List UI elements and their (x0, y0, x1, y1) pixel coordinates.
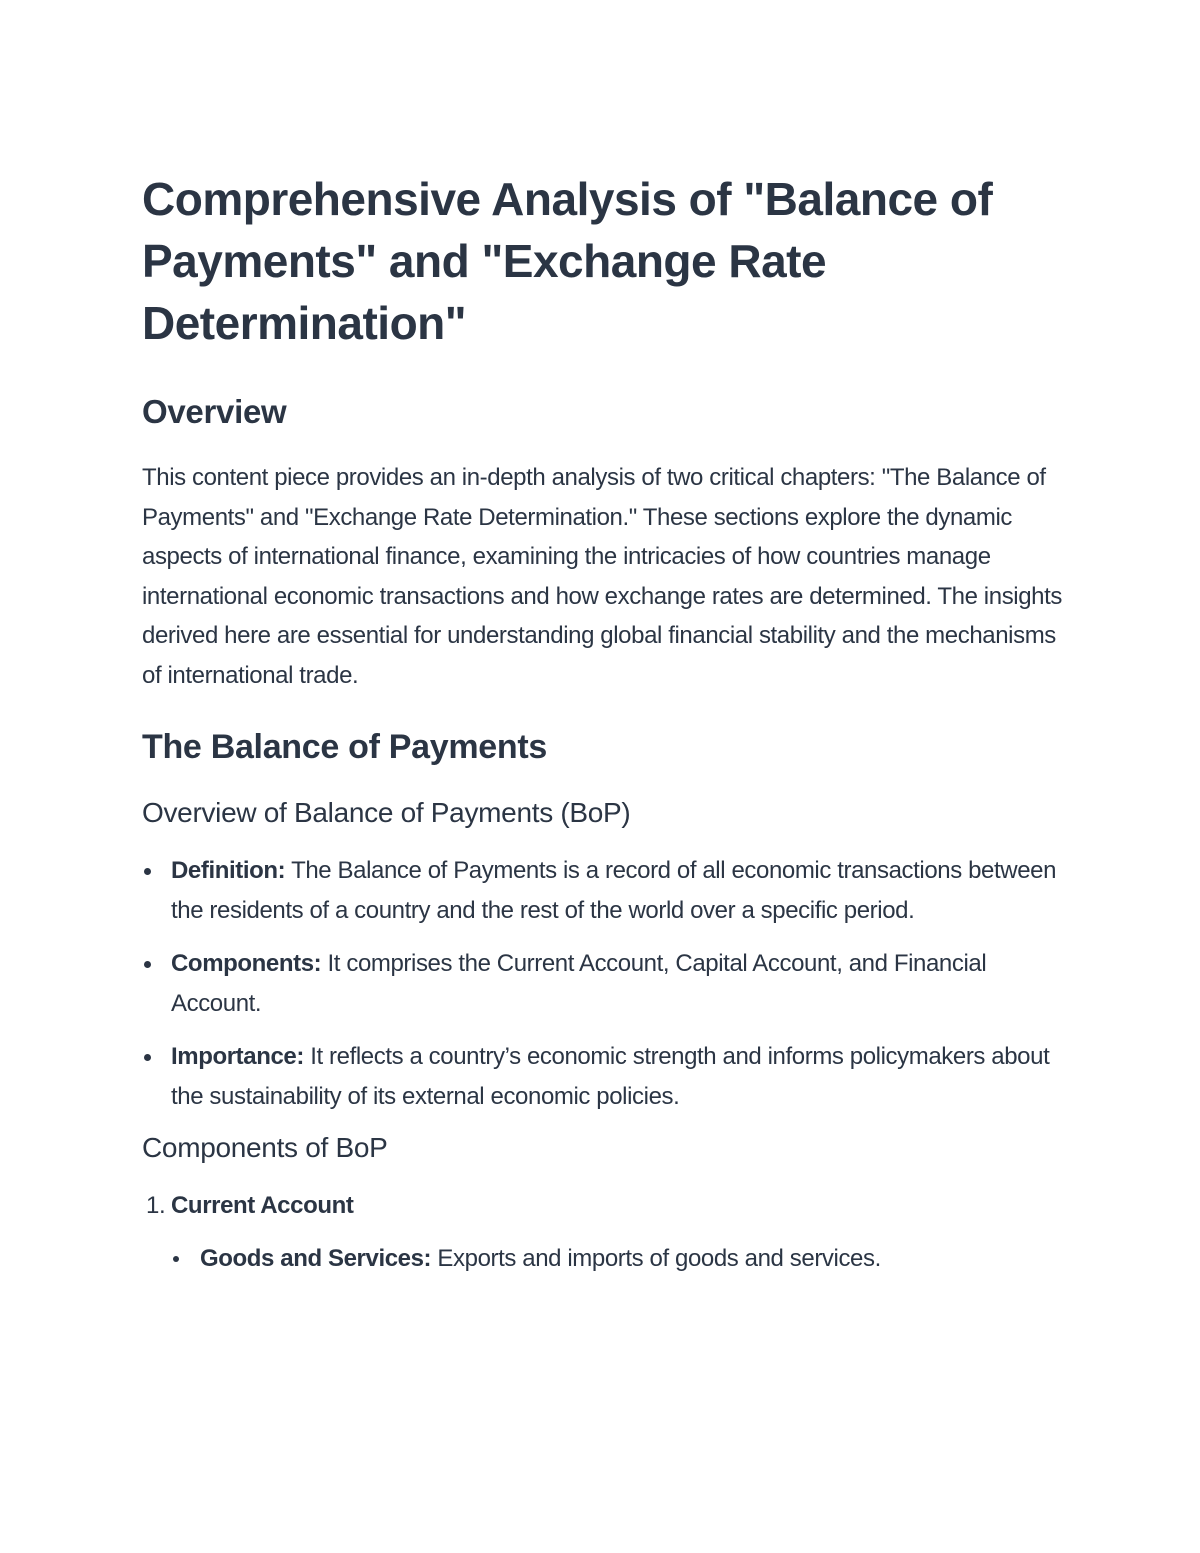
bop-heading: The Balance of Payments (142, 728, 548, 766)
list-item (142, 944, 1062, 1024)
bullet-icon (173, 1256, 179, 1262)
bop-components-subheading: Components of BoP (142, 1132, 388, 1163)
list-item (142, 1037, 1062, 1117)
overview-heading: Overview (142, 393, 287, 430)
document-title: Comprehensive Analysis of "Balance of Payments" and "Exchange Rate Determination" (142, 173, 993, 349)
bop-overview-subheading: Overview of Balance of Payments (BoP) (142, 797, 631, 828)
document-page (142, 168, 1062, 1279)
overview-paragraph: This content piece provides an in-depth analysis of two critical chapters: "The Balance of Payments" and "Exchange Rate Determination." These sections explore the dynamic aspects of international finance, examining the intricacies of how countries manage international economic transactions and how exchange rates are determined. The insights derived here are essential for understanding global financial stability and the mechanisms of international trade. (142, 464, 1062, 689)
list-item (142, 851, 1062, 931)
current-account-sublist (171, 1239, 1062, 1279)
definition-term: Definition: (171, 857, 286, 884)
goods-services-text: Exports and imports of goods and services. (431, 1245, 881, 1272)
components-term: Components: (171, 950, 322, 977)
bullet-icon (144, 1054, 151, 1061)
item-number: 1. (146, 1192, 166, 1219)
importance-term: Importance: (171, 1043, 304, 1070)
components-text: It comprises the Current Account, Capital Account, and Financial Account. (171, 950, 987, 1017)
list-item (171, 1239, 1062, 1279)
bullet-icon (144, 961, 151, 968)
bop-overview-list (142, 851, 1062, 1117)
importance-text: It reflects a country’s economic strength and informs policymakers about the sustainability of its external economic policies. (171, 1043, 1050, 1110)
current-account-label: Current Account (171, 1192, 354, 1219)
components-numbered-list (142, 1186, 1062, 1279)
numbered-item-current-account (142, 1186, 1062, 1279)
bullet-icon (144, 868, 151, 875)
goods-services-term: Goods and Services: (200, 1245, 432, 1272)
definition-text: The Balance of Payments is a record of all economic transactions between the residents of a country and the rest of the world over a specific period. (171, 857, 1057, 924)
